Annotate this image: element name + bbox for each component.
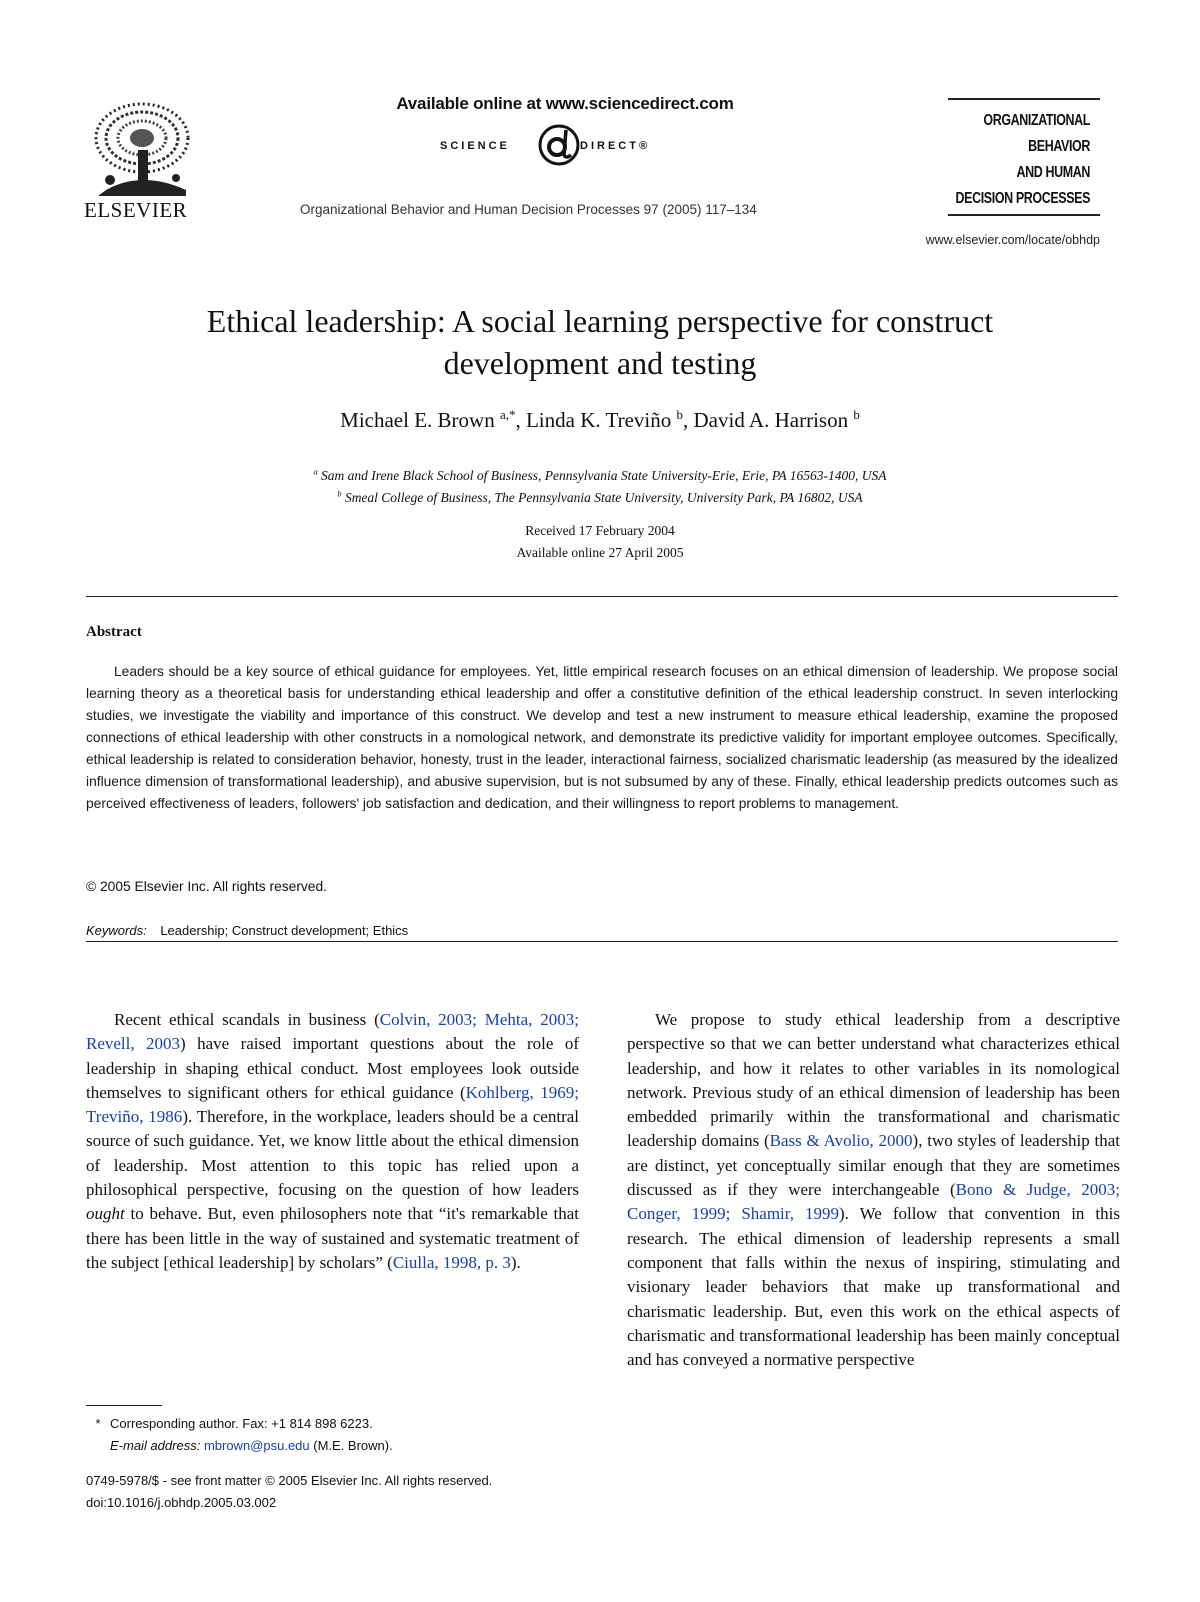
abstract-body: Leaders should be a key source of ethical guidance for employees. Yet, little empirical research focuses on an ethical dimension of leadership. We propose social learning theory as a theoretical basis for understanding ethical leadership and offer a constitutive definition of the ethical leadership construct. In seven interlocking studies, we investigate the viability and importance of this construct. We develop and test a new instrument to measure ethical leadership, examine the proposed connections of ethical leadership with other constructs in a nomological network, and demonstrate its predictive validity for important employee outcomes. Specifically, ethical leadership is related to consideration behavior, honesty, trust in the leader, interactional fairness, socialized charismatic leadership (as measured by the idealized influence dimension of transformational leadership), and abusive supervision, but is not subsumed by any of these. Finally, ethical leadership predicts outcomes such as perceived effectiveness of leaders, followers' job satisfaction and dedication, and their willingness to report problems to management.: [86, 664, 1118, 811]
body-paragraph: [86, 1008, 579, 1275]
footnote-email: [86, 1435, 393, 1457]
journal-citation: Organizational Behavior and Human Decision Processes 97 (2005) 117–134: [300, 202, 757, 217]
citation-link[interactable]: Bono & Judge, 2003; Conger, 1999; Shamir, 1999: [627, 1180, 1120, 1224]
email-link[interactable]: mbrown@psu.edu: [203, 1438, 310, 1453]
author-affiliation-mark[interactable]: a,*: [499, 407, 516, 422]
author-affiliation-mark[interactable]: b: [853, 407, 860, 422]
affiliation-mark: b: [337, 489, 342, 499]
affiliation-mark: a: [313, 467, 318, 477]
affiliation-text: Smeal College of Business, The Pennsylvania State University, University Park, PA 16802, USA: [344, 490, 863, 505]
science-direct-at-icon: [536, 122, 582, 168]
abstract-copyright: © 2005 Elsevier Inc. All rights reserved.: [86, 879, 327, 894]
title-line: development and testing: [443, 345, 757, 381]
available-online-link[interactable]: Available online at www.sciencedirect.com: [396, 94, 734, 113]
body-column-left: [86, 1008, 579, 1275]
body-text: ) have raised important questions about the role of leadership in shaping ethical conduct. Most employees look outside themselves to significant others for ethical guidance (: [86, 1034, 579, 1102]
email-label: E-mail address:: [110, 1438, 201, 1453]
page-footer: [86, 1470, 492, 1514]
body-column-right: [627, 1008, 1120, 1372]
citation-link[interactable]: Ciulla, 1998, p. 3: [392, 1252, 511, 1272]
issn-line: 0749-5978/$ - see front matter © 2005 Elsevier Inc. All rights reserved.: [86, 1473, 493, 1488]
science-direct-logo: [440, 122, 680, 174]
footnote: [86, 1413, 393, 1457]
journal-name-line: DECISION PROCESSES: [955, 190, 1090, 207]
journal-name: [942, 108, 1090, 212]
author-name: David A. Harrison: [693, 408, 849, 432]
affiliation-b: [120, 490, 1080, 506]
journal-name-line: ORGANIZATIONAL: [983, 112, 1090, 129]
received-date: Received 17 February 2004: [525, 523, 675, 538]
affiliation-a: [120, 468, 1080, 484]
author-affiliation-mark[interactable]: b: [676, 407, 684, 422]
author-separator: ,: [683, 408, 694, 432]
elsevier-tree-icon: [86, 100, 198, 200]
body-text: We propose to study ethical leadership from a descriptive perspective so that we can better understand what characterizes ethical leadership, and how it relates to other variables in its nomological network. Previous study of an ethical dimension of leadership has been embedded primarily within the transformational and charismatic leadership domains (: [627, 1010, 1120, 1151]
doi-link[interactable]: doi:10.1016/j.obhdp.2005.03.002: [86, 1495, 277, 1510]
body-text: ). We follow that convention in this research. The ethical dimension of leadership represents a small component that falls within the nexus of inspiring, stimulating and visionary leader behaviors that make up transformational and charismatic leadership. But, even this work on the ethical aspects of charismatic and transformational leadership has been mainly conceptual and has conveyed a normative perspective: [627, 1204, 1120, 1370]
emphasis-text: ought: [86, 1204, 125, 1224]
keywords: [86, 923, 408, 938]
science-direct-left-text: SCIENCE: [440, 140, 510, 152]
body-text: to behave. But, even philosophers note that “it's remarkable that there has been little in the way of sustained and systematic treatment of the subject [ethical leadership] by scholars” (: [86, 1204, 579, 1272]
title-line: Ethical leadership: A social learning perspective for construct: [206, 303, 994, 339]
journal-title-box: [948, 98, 1100, 216]
article-title: [120, 300, 1080, 384]
journal-url-link[interactable]: www.elsevier.com/locate/obhdp: [925, 233, 1100, 247]
author-name: Michael E. Brown: [340, 408, 495, 432]
citation-link[interactable]: Kohlberg, 1969; Treviño, 1986: [86, 1082, 580, 1127]
email-suffix: (M.E. Brown).: [309, 1438, 393, 1453]
journal-name-line: BEHAVIOR: [1028, 138, 1090, 155]
author-separator: ,: [515, 408, 526, 432]
citation-link[interactable]: Bass & Avolio, 2000: [769, 1131, 913, 1151]
science-direct-right-text: DIRECT®: [580, 140, 651, 152]
author-list: [120, 408, 1080, 433]
author-name: Linda K. Treviño: [525, 408, 672, 432]
body-paragraph: [627, 1008, 1120, 1372]
divider: [86, 941, 1118, 942]
keywords-label: Keywords:: [86, 923, 147, 938]
divider: [86, 596, 1118, 597]
corresponding-author: Corresponding author. Fax: +1 814 898 6223.: [110, 1416, 373, 1431]
body-text: ), two styles of leadership that are distinct, yet conceptually similar enough that they are sometimes discussed as if they were interchangeable (: [627, 1131, 1120, 1200]
body-text: Recent ethical scandals in business (: [114, 1010, 380, 1029]
publisher-name: ELSEVIER: [84, 198, 188, 222]
body-text: ).: [510, 1252, 521, 1272]
elsevier-tree-logo: [86, 100, 198, 200]
footnote-corresponding: [86, 1413, 393, 1435]
available-date: Available online 27 April 2005: [516, 545, 684, 560]
body-text: ). Therefore, in the workplace, leaders should be a central source of such guidance. Yet, we know little about the ethical dimension of leadership. Most attention to this topic has relied upon a philosophical perspective, focusing on the question of how leaders: [86, 1107, 580, 1200]
keywords-list: Leadership; Construct development; Ethics: [160, 923, 409, 938]
abstract-heading: Abstract: [86, 624, 142, 640]
footnote-mark: *: [95, 1416, 101, 1431]
affiliation-text: Sam and Irene Black School of Business, Pennsylvania State University-Erie, Erie, PA 16563-1400, USA: [321, 468, 887, 483]
footnote-rule: [86, 1405, 162, 1406]
journal-name-line: AND HUMAN: [1016, 164, 1090, 181]
citation-link[interactable]: Colvin, 2003; Mehta, 2003; Revell, 2003: [86, 1010, 579, 1054]
